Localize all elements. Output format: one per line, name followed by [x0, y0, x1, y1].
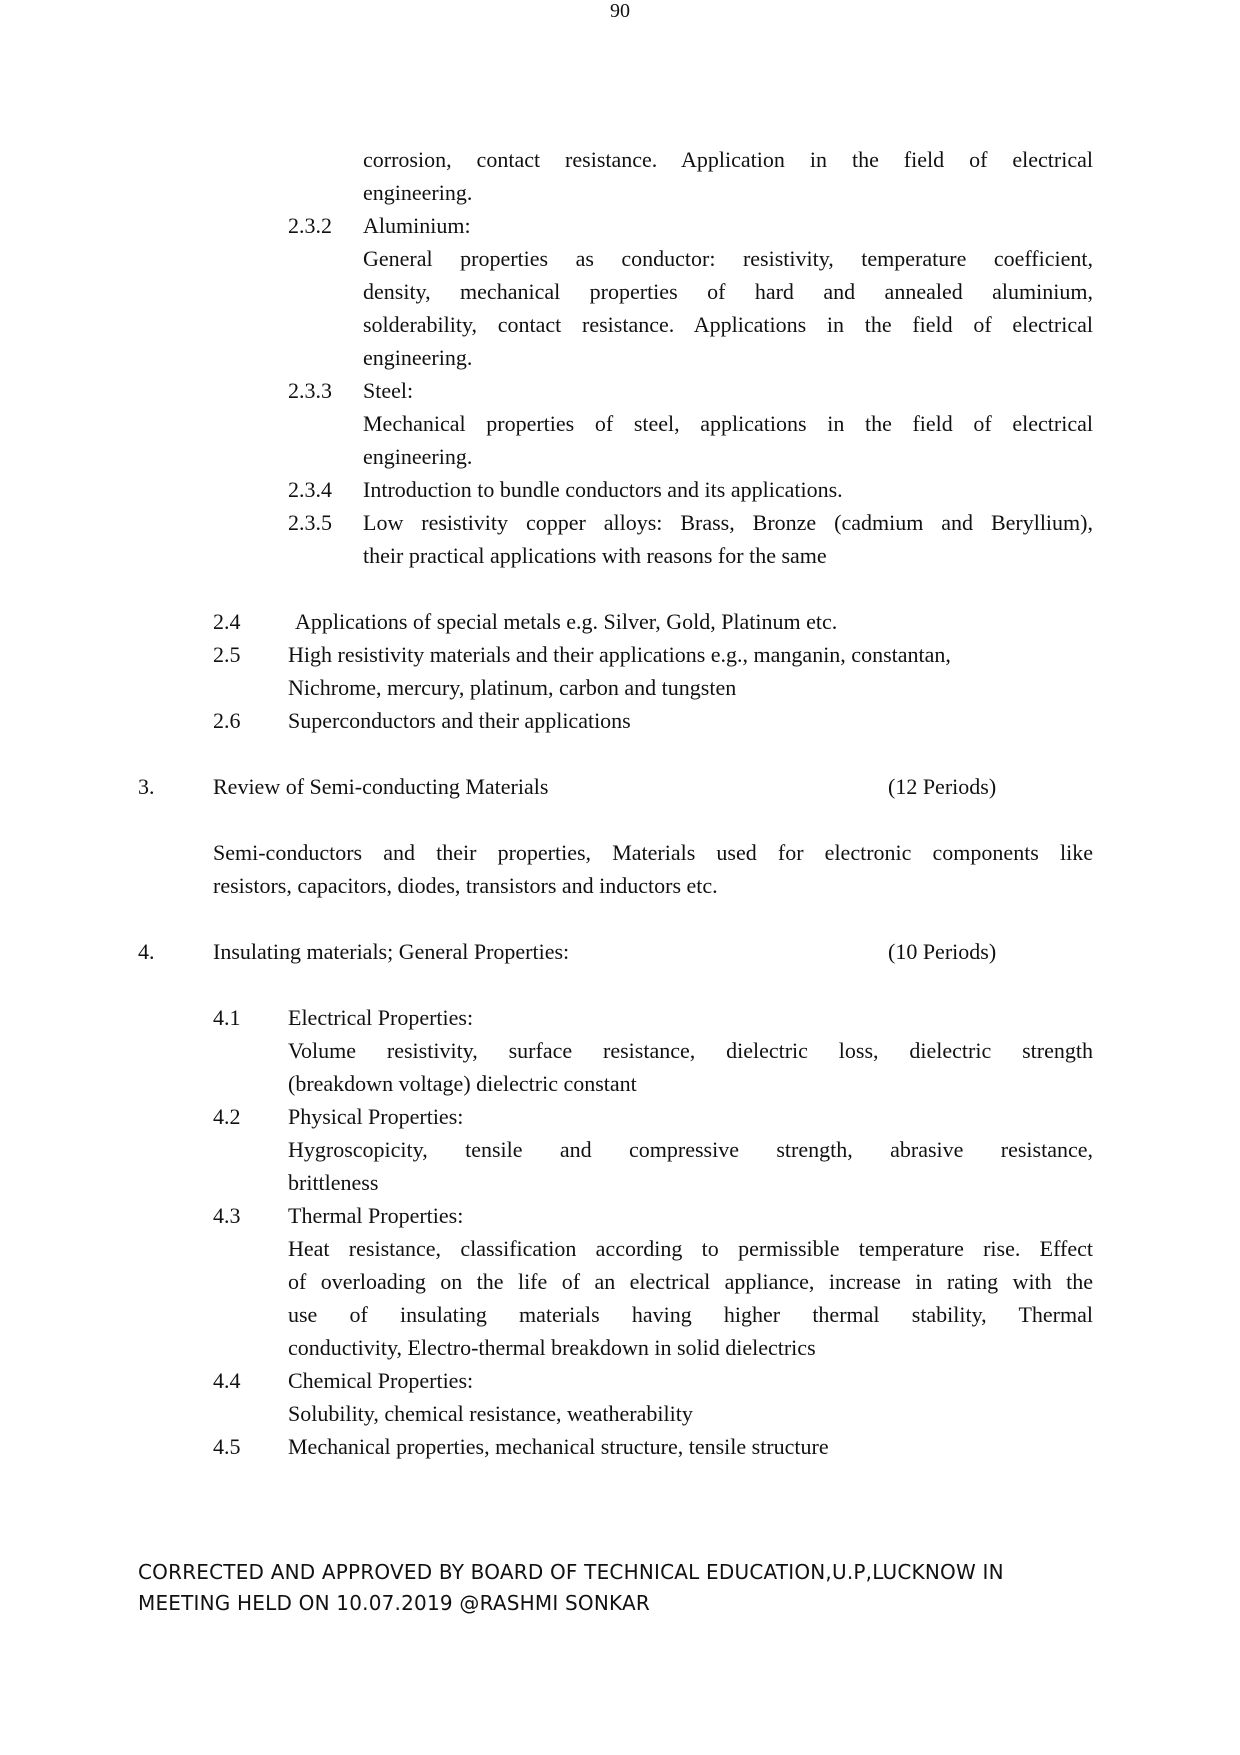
s4-number: 4. [138, 939, 155, 964]
s45-number: 4.5 [213, 1434, 241, 1459]
s43-number: 4.3 [213, 1203, 241, 1228]
s233-body-line-1: Mechanical properties of steel, applications in the field of electrical [363, 411, 1093, 436]
s232-body-line-4: engineering. [363, 345, 473, 370]
s43-body-line-3: use of insulating materials having higher thermal stability, Thermal [288, 1302, 1093, 1327]
s26-text: Superconductors and their applications [288, 708, 631, 733]
s3-periods: (12 Periods) [888, 774, 997, 799]
s44-title: Chemical Properties: [288, 1368, 474, 1393]
s232-continuation-line-2: engineering. [363, 180, 473, 205]
s42-title: Physical Properties: [288, 1104, 464, 1129]
s24-text: Applications of special metals e.g. Silver, Gold, Platinum etc. [295, 609, 838, 634]
s232-title: Aluminium: [363, 213, 471, 238]
s43-body-line-1: Heat resistance, classification according to permissible temperature rise. Effect [288, 1236, 1093, 1261]
s232-body-line-1: General properties as conductor: resistivity, temperature coefficient, [363, 246, 1093, 271]
s25-text-line-1: High resistivity materials and their applications e.g., manganin, constantan, [288, 642, 951, 667]
footer-line-1: CORRECTED AND APPROVED BY BOARD OF TECHNICAL EDUCATION,U.P,LUCKNOW IN [138, 1560, 1004, 1584]
s3-body-line-1: Semi-conductors and their properties, Materials used for electronic components like [213, 840, 1093, 865]
s3-title: Review of Semi-conducting Materials [213, 774, 549, 799]
s41-body-line-2: (breakdown voltage) dielectric constant [288, 1071, 637, 1096]
s232-body-line-3: solderability, contact resistance. Applications in the field of electrical [363, 312, 1093, 337]
s233-body-line-2: engineering. [363, 444, 473, 469]
s3-number: 3. [138, 774, 155, 799]
s43-body-line-2: of overloading on the life of an electrical appliance, increase in rating with the [288, 1269, 1093, 1294]
s41-body-line-1: Volume resistivity, surface resistance, dielectric loss, dielectric strength [288, 1038, 1093, 1063]
s26-number: 2.6 [213, 708, 241, 733]
s44-body-line-1: Solubility, chemical resistance, weatherability [288, 1401, 693, 1426]
s3-body-line-2: resistors, capacitors, diodes, transistors and inductors etc. [213, 873, 718, 898]
s235-number: 2.3.5 [288, 510, 332, 535]
s235-text-line-1: Low resistivity copper alloys: Brass, Bronze (cadmium and Beryllium), [363, 510, 1093, 535]
page-number: 90 [610, 0, 630, 22]
s233-title: Steel: [363, 378, 414, 403]
s25-text-line-2: Nichrome, mercury, platinum, carbon and tungsten [288, 675, 737, 700]
s24-number: 2.4 [213, 609, 241, 634]
s42-number: 4.2 [213, 1104, 241, 1129]
s234-text: Introduction to bundle conductors and its applications. [363, 477, 843, 502]
s233-number: 2.3.3 [288, 378, 332, 403]
s44-number: 4.4 [213, 1368, 241, 1393]
s42-body-line-1: Hygroscopicity, tensile and compressive strength, abrasive resistance, [288, 1137, 1093, 1162]
footer-line-2: MEETING HELD ON 10.07.2019 @RASHMI SONKAR [138, 1591, 650, 1615]
s43-body-line-4: conductivity, Electro-thermal breakdown in solid dielectrics [288, 1335, 816, 1360]
s4-periods: (10 Periods) [888, 939, 997, 964]
s42-body-line-2: brittleness [288, 1170, 379, 1195]
s235-text-line-2: their practical applications with reasons for the same [363, 543, 827, 568]
s43-title: Thermal Properties: [288, 1203, 464, 1228]
s4-title: Insulating materials; General Properties: [213, 939, 570, 964]
s45-text: Mechanical properties, mechanical structure, tensile structure [288, 1434, 829, 1459]
s41-number: 4.1 [213, 1005, 241, 1030]
s234-number: 2.3.4 [288, 477, 332, 502]
s41-title: Electrical Properties: [288, 1005, 474, 1030]
s232-number: 2.3.2 [288, 213, 332, 238]
s25-number: 2.5 [213, 642, 241, 667]
s232-body-line-2: density, mechanical properties of hard and annealed aluminium, [363, 279, 1093, 304]
s232-continuation-line-1: corrosion, contact resistance. Application in the field of electrical [363, 147, 1093, 172]
